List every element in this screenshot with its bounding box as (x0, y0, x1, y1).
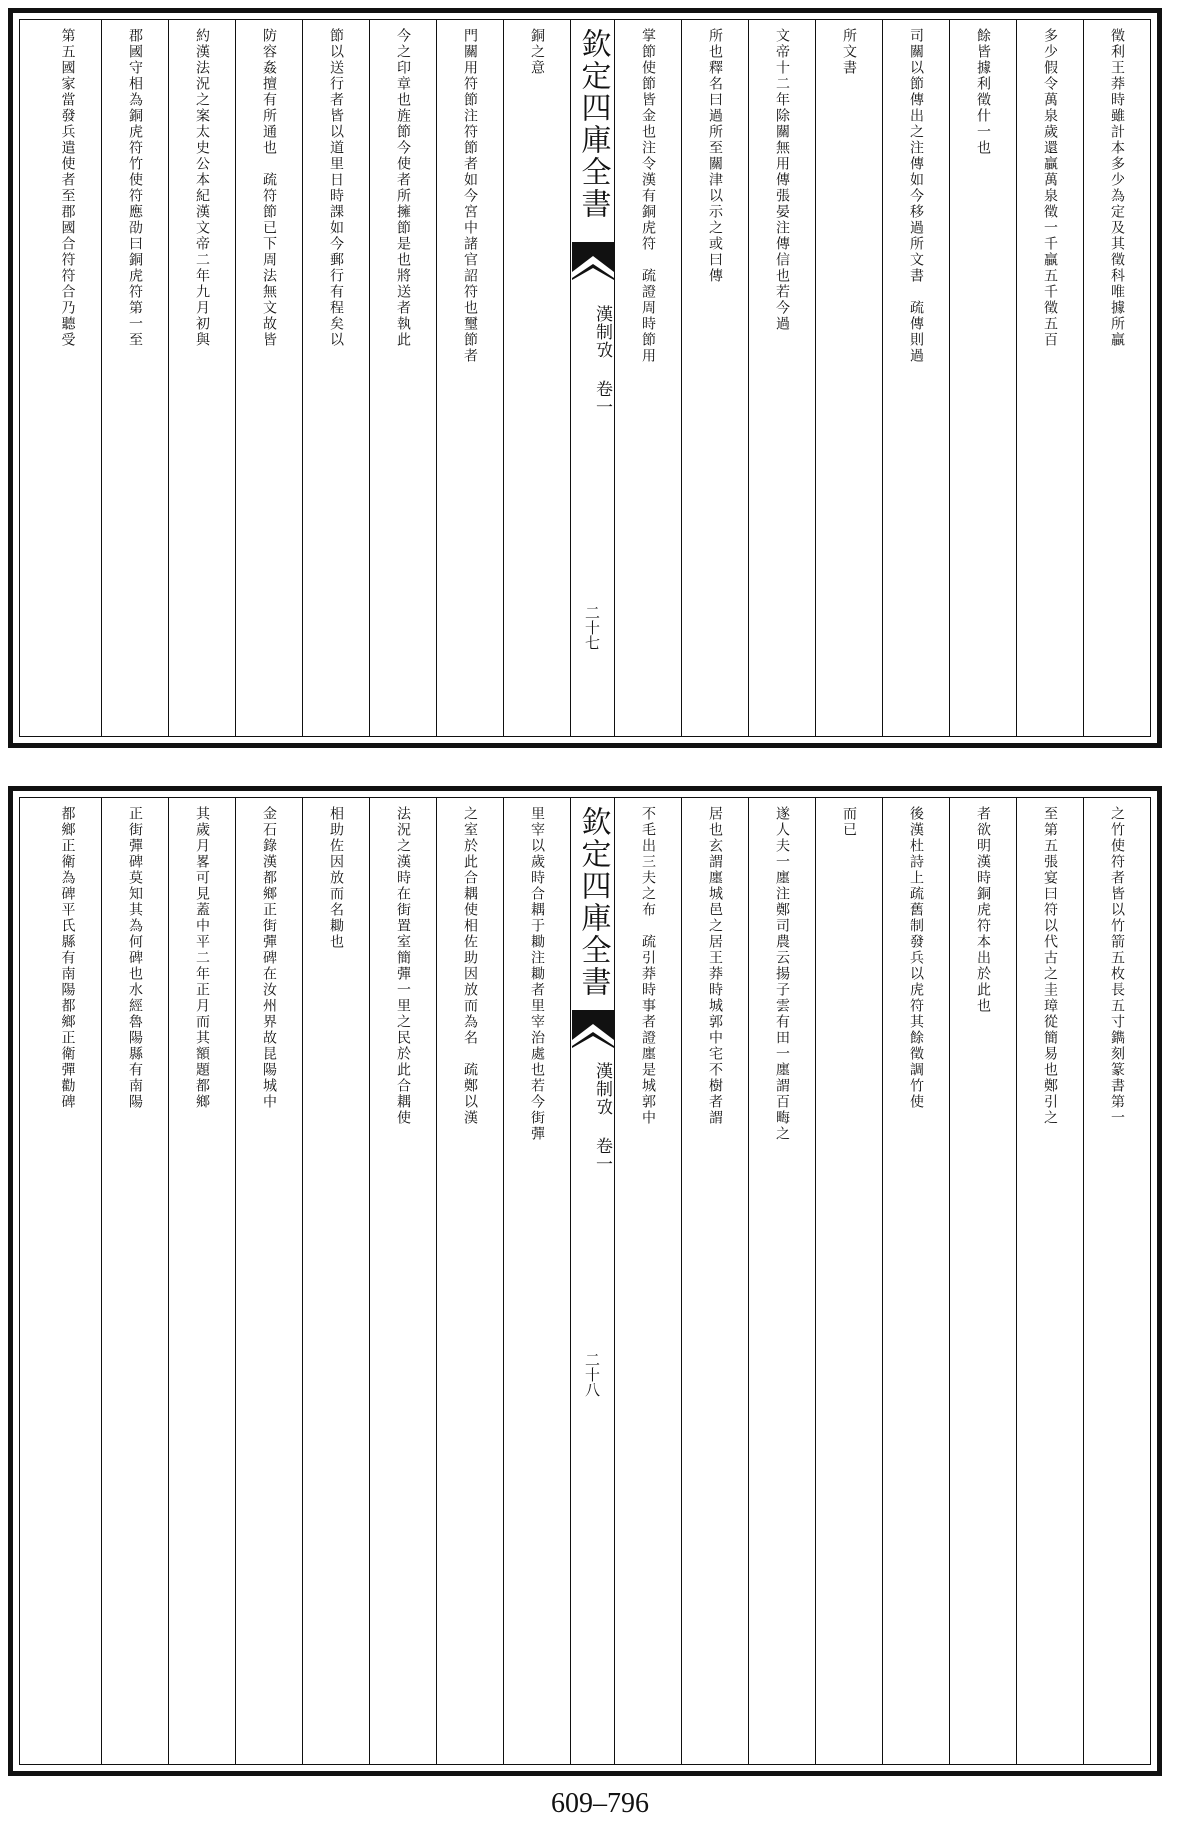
column-text: 其歲月畧可見蓋中平二年正月而其額題都鄉 (194, 806, 210, 1110)
column-text: 門關用符節注符節者如今宮中諸官詔符也璽節者 (462, 28, 478, 364)
column-text: 銅之意 (529, 28, 545, 76)
center-fold (570, 20, 614, 736)
book-title: 漢制攷 卷一 (592, 305, 612, 416)
top-page-frame (19, 19, 1151, 737)
column-text: 後漢杜詩上疏舊制發兵以虎符其餘徵調竹使 (908, 806, 924, 1110)
column-text: 掌節使節皆金也注令漢有銅虎符 疏證周時節用 (640, 28, 656, 364)
column-text: 正街彈碑莫知其為何碑也水經魯陽縣有南陽 (127, 806, 143, 1110)
column-text: 餘皆據利徵什一也 (975, 28, 991, 156)
text-column (101, 20, 168, 736)
text-column (235, 20, 302, 736)
text-column (503, 20, 570, 736)
center-fold (570, 798, 614, 1764)
column-text: 所也釋名曰過所至關津以示之或曰傳 (707, 28, 723, 284)
text-column (101, 798, 168, 1764)
column-text: 之竹使符者皆以竹箭五枚長五寸鐫刻篆書第一 (1109, 806, 1125, 1126)
column-text: 遂人夫一廛注鄭司農云揚子雲有田一廛謂百畮之 (774, 806, 790, 1142)
text-column (34, 20, 101, 736)
text-column (681, 20, 748, 736)
text-column (369, 20, 436, 736)
text-column (748, 20, 815, 736)
text-column (34, 798, 101, 1764)
column-text: 至第五張宴曰符以代古之圭璋從簡易也鄭引之 (1042, 806, 1058, 1126)
text-column (614, 798, 681, 1764)
text-column (436, 798, 503, 1764)
text-column (302, 798, 369, 1764)
column-text: 郡國守相為銅虎符竹使符應劭曰銅虎符第一至 (127, 28, 143, 348)
text-column (168, 20, 235, 736)
text-column (949, 20, 1016, 736)
column-text: 法況之漢時在街置室簡彈一里之民於此合耦使 (395, 806, 411, 1126)
collection-title: 欽定四庫全書 (575, 28, 611, 220)
column-text: 而已 (841, 806, 857, 838)
column-text: 第五國家當發兵遣使者至郡國合符符合乃聽受 (59, 28, 76, 348)
text-column (1083, 798, 1150, 1764)
book-title: 漢制攷 卷一 (592, 1062, 612, 1173)
column-text: 里宰以歲時合耦于耡注耡者里宰治處也若今街彈 (529, 806, 545, 1142)
column-text: 之室於此合耦使相佐助因放而為名 疏鄭以漢 (462, 806, 478, 1126)
top-page (8, 8, 1162, 748)
column-text: 所文書 (841, 28, 857, 76)
column-text: 防容姦擅有所通也 疏符節已下周法無文故皆 (261, 28, 277, 348)
text-column (681, 798, 748, 1764)
text-column (949, 798, 1016, 1764)
collection-title: 欽定四庫全書 (575, 806, 611, 998)
text-column (235, 798, 302, 1764)
column-text: 文帝十二年除關無用傳張晏注傳信也若今過 (774, 28, 790, 332)
text-column (748, 798, 815, 1764)
text-column (1016, 20, 1083, 736)
leaf-number: 二十七 (583, 605, 601, 650)
text-column (882, 20, 949, 736)
text-column (614, 20, 681, 736)
column-text: 多少假令萬泉歲還贏萬泉徵一千贏五千徵五百 (1042, 28, 1058, 348)
column-text: 金石錄漢都鄉正街彈碑在汝州界故昆陽城中 (261, 806, 277, 1110)
footer-code: 609–796 (551, 1788, 649, 1819)
column-text: 居也玄謂廛城邑之居王莽時城郭中宅不樹者謂 (707, 806, 723, 1126)
text-column (302, 20, 369, 736)
text-column (369, 798, 436, 1764)
text-column (1083, 20, 1150, 736)
bottom-page-frame (19, 797, 1151, 1765)
column-text: 司關以節傳出之注傳如今移過所文書 疏傳則過 (908, 28, 924, 364)
leaf-number: 二十八 (583, 1352, 601, 1397)
column-text: 今之印章也旌節今使者所擁節是也將送者執此 (395, 28, 411, 348)
bottom-page (8, 786, 1162, 1776)
column-text: 約漢法況之案太史公本紀漢文帝二年九月初與 (194, 28, 210, 348)
column-text: 不毛出三夫之布 疏引莽時事者證廛是城郭中 (640, 806, 656, 1126)
text-column (815, 20, 882, 736)
text-column (882, 798, 949, 1764)
text-column (436, 20, 503, 736)
fishtail-mark (572, 242, 614, 286)
column-text: 者欲明漢時銅虎符本出於此也 (975, 806, 991, 1014)
text-column (1016, 798, 1083, 1764)
column-text: 徵利王莽時雖計本多少為定及其徵科唯據所贏 (1109, 28, 1125, 348)
text-column (815, 798, 882, 1764)
text-column (168, 798, 235, 1764)
column-text: 都鄉正衛為碑平氏縣有南陽都鄉正衛彈勸碑 (59, 806, 76, 1110)
text-column (503, 798, 570, 1764)
column-text: 節以送行者皆以道里日時課如今郵行有程矣以 (328, 28, 344, 348)
page-footer (0, 1788, 1200, 1820)
fishtail-mark (572, 1010, 614, 1054)
column-text: 相助佐因放而名耡也 (328, 806, 344, 950)
